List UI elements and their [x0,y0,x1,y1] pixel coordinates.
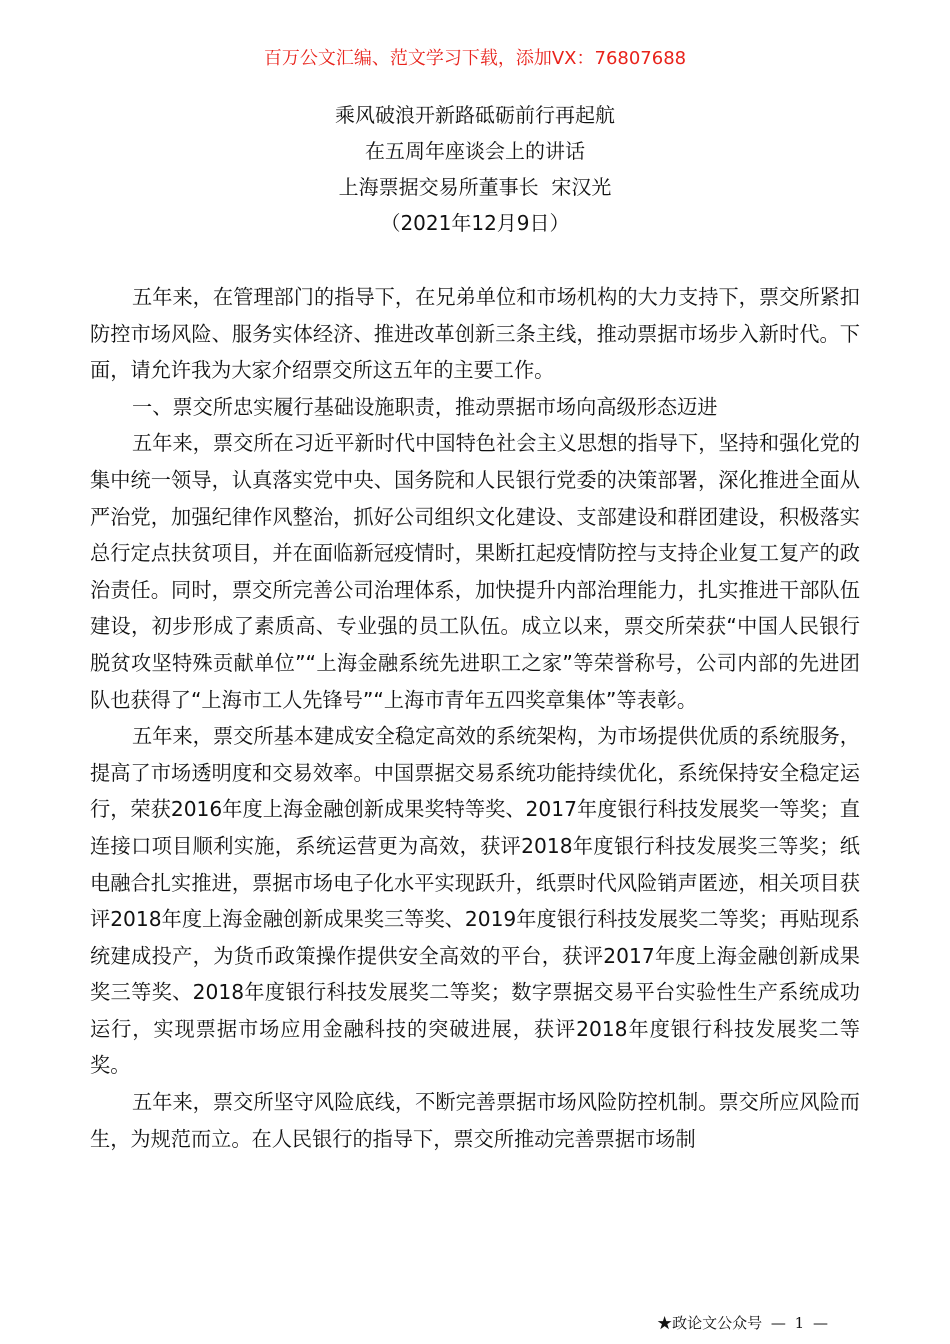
paragraph-risk-control: 五年来，票交所坚守风险底线，不断完善票据市场风险防控机制。票交所应风险而生，为规范而立。在人民银行的指导下，票交所推动完善票据市场制 [90,1090,860,1151]
paragraph-system-architecture: 五年来，票交所基本建成安全稳定高效的系统架构，为市场提供优质的系统服务，提高了市场透明度和交易效率。中国票据交易系统功能持续优化，系统保持安全稳定运行，荣获2016年度上海金融创新成果奖特等奖、2017年度银行科技发展奖一等奖；直连接口项目顺利实施，系统运营更为高效，获评2018年度银行科技发展奖三等奖；纸电融合扎实推进，票据市场电子化水平实现跃升，纸票时代风险销声匿迹，相关项目获评2018年度上海金融创新成果奖三等奖、2019年度银行科技发展奖二等奖；再贴现系统建成投产，为货币政策操作提供安全高效的平台，获评2017年度上海金融创新成果奖三等奖、2018年度银行科技发展奖二等奖；数字票据交易平台实验性生产系统成功运行，实现票据市场应用金融科技的突破进展，获评2018年度银行科技发展奖二等奖。 [90,724,860,1078]
title-block [0,97,950,241]
footer-source: ★政论文公众号 [657,1314,763,1332]
speech-title: 乘风破浪开新路砥砺前行再起航 [335,103,615,127]
page-footer [657,1312,832,1334]
section-heading-1: 一、票交所忠实履行基础设施职责，推动票据市场向高级形态迈进 [132,394,718,419]
speech-subtitle: 在五周年座谈会上的讲话 [365,139,585,163]
speech-date: （2021年12月9日） [380,211,570,235]
download-banner: 百万公文汇编、范文学习下载，添加VX：76807688 [263,48,687,69]
footer-dash-right: — [813,1314,828,1332]
speaker-line: 上海票据交易所董事长 宋汉光 [338,175,612,199]
footer-dash-left: — [770,1314,786,1332]
paragraph-party-building: 五年来，票交所在习近平新时代中国特色社会主义思想的指导下，坚持和强化党的集中统一领导，认真落实党中央、国务院和人民银行党委的决策部署，深化推进全面从严治党，加强纪律作风整治，抓好公司组织文化建设、支部建设和群团建设，积极落实总行定点扶贫项目，并在面临新冠疫情时，果断扛起疫情防控与支持企业复工复产的政治责任。同时，票交所完善公司治理体系，加快提升内部治理能力，扎实推进干部队伍建设，初步形成了素质高、专业强的员工队伍。成立以来，票交所荣获“中国人民银行脱贫攻坚特殊贡献单位”“上海金融系统先进职工之家”等荣誉称号，公司内部的先进团队也获得了“上海市工人先锋号”“上海市青年五四奖章集体”等表彰。 [90,431,860,712]
document-body [90,279,860,1157]
paragraph-intro: 五年来，在管理部门的指导下，在兄弟单位和市场机构的大力支持下，票交所紧扣防控市场风险、服务实体经济、推进改革创新三条主线，推动票据市场步入新时代。下面，请允许我为大家介绍票交所这五年的主要工作。 [90,285,860,383]
page-number: 1 [794,1314,805,1332]
